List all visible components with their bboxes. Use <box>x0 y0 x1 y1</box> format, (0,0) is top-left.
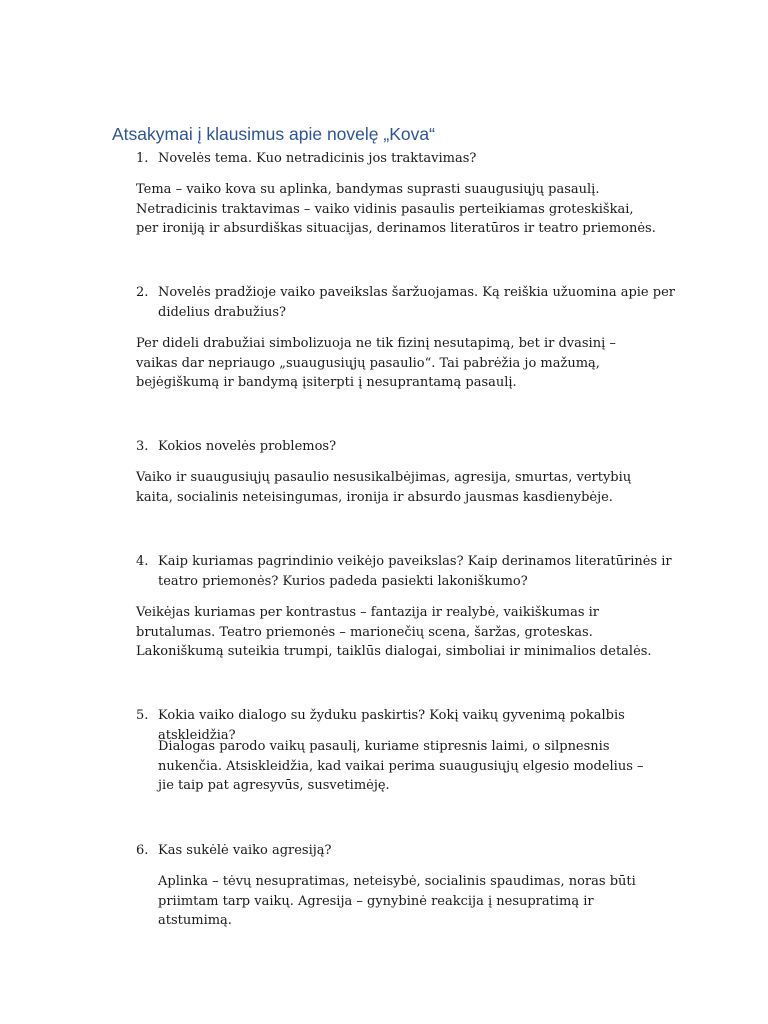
answer-4: Veikėjas kuriamas per kontrastus – fantazija ir realybė, vaikiškumas ir brutalumas. Teatro priemonės – marionečių scena, šaržas, groteskas. Lakoniškumą suteikia trumpi, taiklūs dialogai, simboliai ir minimalios detalės. <box>136 605 652 660</box>
question-3 <box>136 437 676 457</box>
question-text: Kaip kuriamas pagrindinio veikėjo paveikslas? Kaip derinamos literatūrinės ir teatro priemonės? Kurios padeda pasiekti lakoniškumo? <box>158 554 672 589</box>
question-number: 3. <box>136 439 149 454</box>
document-title: Atsakymai į klausimus apie novelę „Kova“ <box>112 124 435 144</box>
question-6 <box>136 841 676 861</box>
question-text: Kokia vaiko dialogo su žyduku paskirtis? Kokį vaikų gyvenimą pokalbis atskleidžia? <box>158 708 625 743</box>
question-number: 4. <box>136 554 149 569</box>
answer-2: Per dideli drabužiai simbolizuoja ne tik fizinį nesutapimą, bet ir dvasinį – vaikas dar nepriaugo „suaugusiųjų pasaulio“. Tai pabrėžia jo mažumą, bejėgiškumą ir bandymą įsiterpti į nesuprantamą pasaulį. <box>136 336 616 391</box>
answer-3: Vaiko ir suaugusiųjų pasaulio nesusikalbėjimas, agresija, smurtas, vertybių kaita, socialinis neteisingumas, ironija ir absurdo jausmas kasdienybėje. <box>136 470 632 505</box>
question-text: Novelės tema. Kuo netradicinis jos traktavimas? <box>158 151 477 166</box>
question-text: Kokios novelės problemos? <box>158 439 337 454</box>
question-2 <box>136 283 676 323</box>
question-text: Kas sukėlė vaiko agresiją? <box>158 843 332 858</box>
question-1 <box>136 149 676 169</box>
question-number: 2. <box>136 285 149 300</box>
answer-6: Aplinka – tėvų nesupratimas, neteisybė, socialinis spaudimas, noras būti priimtam tarp vaikų. Agresija – gynybinė reakcija į nesupratimą ir atstumimą. <box>158 874 636 929</box>
answer-5: Dialogas parodo vaikų pasaulį, kuriame stipresnis laimi, o silpnesnis nukenčia. Atsiskleidžia, kad vaikai perima suaugusiųjų elgesio modelius – jie taip pat agresyvūs, susvetimėję. <box>158 739 644 794</box>
question-text: Novelės pradžioje vaiko paveikslas šaržuojamas. Ką reiškia užuomina apie per didelius drabužius? <box>158 285 675 320</box>
question-4 <box>136 552 676 592</box>
question-number: 5. <box>136 708 149 723</box>
question-number: 6. <box>136 843 149 858</box>
question-number: 1. <box>136 151 149 166</box>
answer-1: Tema – vaiko kova su aplinka, bandymas suprasti suaugusiųjų pasaulį. Netradicinis traktavimas – vaiko vidinis pasaulis perteikiamas groteskiškai, per ironiją ir absurdiškas situacijas, derinamos literatūros ir teatro priemonės. <box>136 182 656 237</box>
